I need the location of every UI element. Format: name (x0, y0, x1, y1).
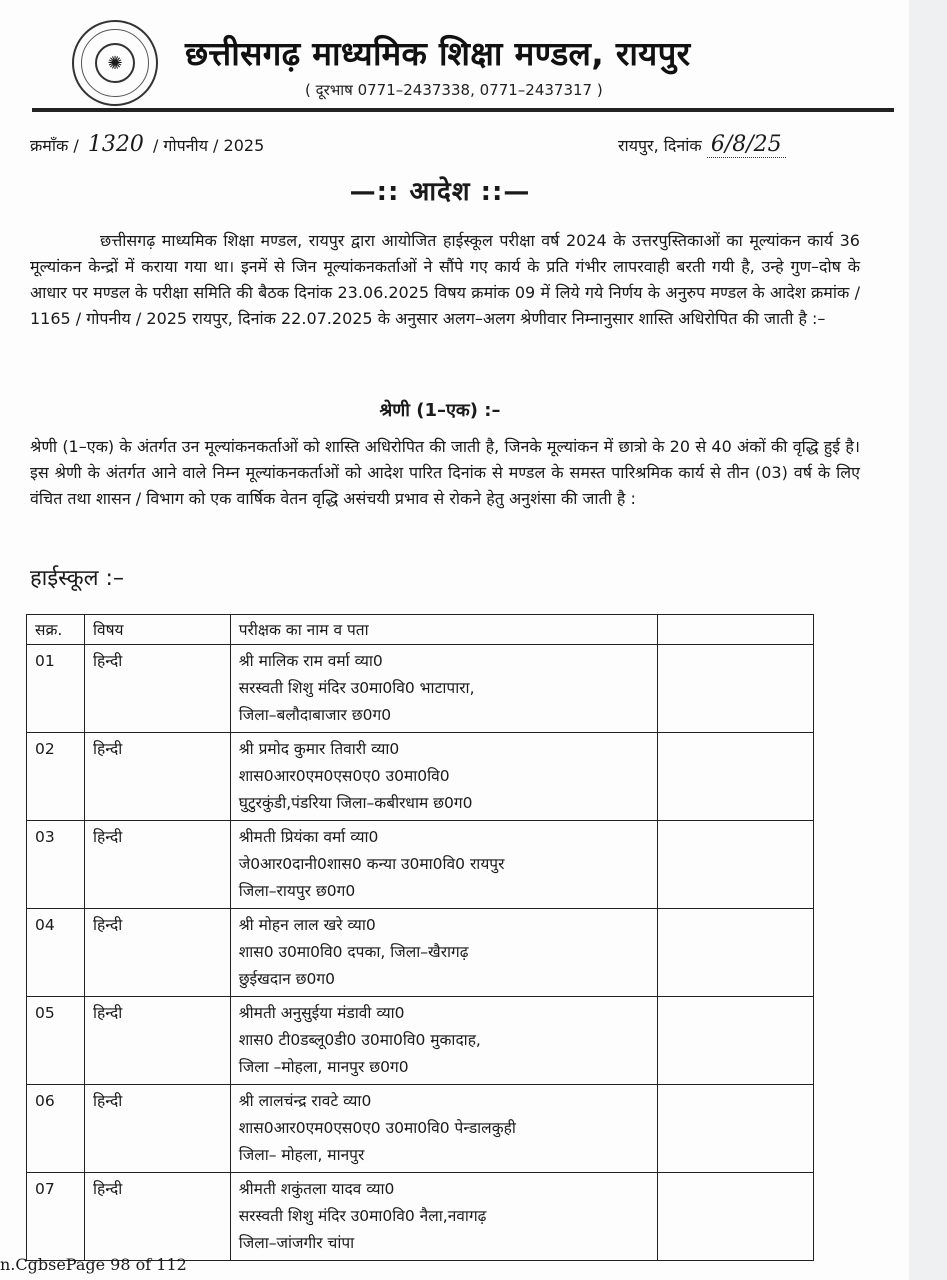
examiner-line: श्री प्रमोद कुमार तिवारी व्या0 (238, 740, 400, 758)
cell-examiner (230, 733, 658, 821)
examiner-table (26, 614, 814, 1261)
examiner-line: श्रीमती प्रियंका वर्मा व्या0 (238, 828, 379, 846)
cell-serial: 06 (27, 1085, 85, 1173)
examiner-line: सरस्वती शिशु मंदिर उ0मा0वि0 नैला,नवागढ़ (238, 1207, 487, 1225)
examiner-line: शास0 टी0डब्लू0डी0 उ0मा0वि0 मुकादाह, (238, 1031, 481, 1049)
date-value: 6/8/25 (707, 132, 786, 158)
cell-subject: हिन्दी (84, 821, 230, 909)
examiner-line: जिला–रायपुर छ0ग0 (238, 882, 356, 900)
cell-serial: 04 (27, 909, 85, 997)
board-phone: ( दूरभाष 0771–2437338, 0771–2437317 ) (305, 81, 603, 99)
cell-blank (658, 1173, 814, 1261)
table-header-row (27, 615, 814, 645)
header-divider (32, 108, 894, 112)
cell-examiner (230, 821, 658, 909)
board-seal-icon (72, 20, 158, 106)
header-subject: विषय (84, 615, 230, 645)
examiner-line: जिला –मोहला, मानपुर छ0ग0 (238, 1058, 409, 1076)
cell-subject: हिन्दी (84, 909, 230, 997)
order-heading: —:: आदेश ::— (349, 177, 531, 207)
date-label: रायपुर, दिनांक (618, 136, 702, 155)
page-footer: n.CgbsePage 98 of 112 (0, 1255, 187, 1274)
table-row (27, 821, 814, 909)
examiner-line: श्री लालचंन्द्र रावटे व्या0 (238, 1092, 372, 1110)
cell-examiner (230, 909, 658, 997)
cell-examiner (230, 1085, 658, 1173)
cell-subject: हिन्दी (84, 1173, 230, 1261)
section-title-highschool: हाईस्कूल :– (30, 566, 124, 591)
date-line (618, 132, 786, 157)
order-paragraph-category: श्रेणी (1–एक) के अंतर्गत उन मूल्यांकनकर्ताओं को शास्ति अधिरोपित की जाती है, जिनके मूल्यांकन में छात्रो के 20 से 40 अंकों की वृद्धि हुई है। इस श्रेणी के अंतर्गत आने वाले निम्न मूल्यांकनकर्ताओं को आदेश पारित दिनांक से मण्डल के समस्त पारिश्रमिक कार्य से तीन (03) वर्ष के लिए वंचित तथा शासन / विभाग को एक वार्षिक वेतन वृद्धि असंचयी प्रभाव से रोकने हेतु अनुशंसा की जाती है : (30, 437, 860, 508)
page-edge (909, 0, 947, 1280)
seal-emblem-icon: ✺ (95, 43, 135, 83)
examiner-line: जिला–जांजगीर चांपा (238, 1234, 355, 1252)
cell-examiner (230, 997, 658, 1085)
reference-line (30, 132, 264, 157)
table-row (27, 733, 814, 821)
cell-serial: 02 (27, 733, 85, 821)
cell-blank (658, 733, 814, 821)
examiner-line: श्री मालिक राम वर्मा व्या0 (238, 652, 383, 670)
examiner-line: श्रीमती अनुसुईया मंडावी व्या0 (238, 1004, 405, 1022)
board-title: छत्तीसगढ़ माध्यमिक शिक्षा मण्डल, रायपुर (185, 34, 691, 73)
cell-examiner (230, 645, 658, 733)
examiner-line: शास0आर0एम0एस0ए0 उ0मा0वि0 पेन्डालकुही (238, 1119, 516, 1137)
examiner-line: जिला– मोहला, मानपुर (238, 1146, 365, 1164)
cell-subject: हिन्दी (84, 997, 230, 1085)
header-serial: सक्र. (27, 615, 85, 645)
cell-blank (658, 821, 814, 909)
examiner-line: जे0आर0दानी0शास0 कन्या उ0मा0वि0 रायपुर (238, 855, 505, 873)
table-row (27, 1173, 814, 1261)
cell-blank (658, 645, 814, 733)
cell-subject: हिन्दी (84, 733, 230, 821)
examiner-line: घुटुरकुंडी,पंडरिया जिला–कबीरधाम छ0ग0 (238, 794, 473, 812)
cell-serial: 03 (27, 821, 85, 909)
cell-subject: हिन्दी (84, 1085, 230, 1173)
table-row (27, 909, 814, 997)
category-heading: श्रेणी (1–एक) :– (379, 400, 501, 421)
table-row (27, 645, 814, 733)
examiner-line: छुईखदान छ0ग0 (238, 970, 335, 988)
cell-blank (658, 909, 814, 997)
reference-number: 1320 (87, 132, 144, 157)
examiner-line: शास0 उ0मा0वि0 दपका, जिला–खैरागढ़ (238, 943, 469, 961)
examiner-line: सरस्वती शिशु मंदिर उ0मा0वि0 भाटापारा, (238, 679, 475, 697)
examiner-line: श्री मोहन लाल खरे व्या0 (238, 916, 376, 934)
examiner-line: श्रीमती शकुंतला यादव व्या0 (238, 1180, 395, 1198)
cell-serial: 07 (27, 1173, 85, 1261)
cell-blank (658, 1085, 814, 1173)
header-blank (658, 615, 814, 645)
table-body (27, 645, 814, 1261)
header-examiner: परीक्षक का नाम व पता (230, 615, 658, 645)
cell-serial: 05 (27, 997, 85, 1085)
table-row (27, 997, 814, 1085)
reference-suffix: / गोपनीय / 2025 (152, 136, 265, 155)
cell-examiner (230, 1173, 658, 1261)
table-row (27, 1085, 814, 1173)
reference-prefix: क्रमाँक / (30, 136, 79, 155)
examiner-line: जिला–बलौदाबाजार छ0ग0 (238, 706, 392, 724)
examiner-line: शास0आर0एम0एस0ए0 उ0मा0वि0 (238, 767, 450, 785)
order-paragraph-intro: छत्तीसगढ़ माध्यमिक शिक्षा मण्डल, रायपुर द्वारा आयोजित हाईस्कूल परीक्षा वर्ष 2024 के उत्तरपुस्तिकाओं का मूल्यांकन कार्य 36 मूल्यांकन केन्द्रों में कराया गया था। इनमें से जिन मूल्यांकनकर्ताओं ने सौंपे गए कार्य के प्रति गंभीर लापरवाही बरती गयी है, उन्हे गुण–दोष के आधार पर मण्डल के परीक्षा समिति की बैठक दिनांक 23.06.2025 विषय क्रमांक 09 में लिये गये निर्णय के अनुरुप मण्डल के आदेश क्रमांक / 1165 / गोपनीय / 2025 रायपुर, दिनांक 22.07.2025 के अनुसार अलग–अलग श्रेणीवार निम्नानुसार शास्ति अधिरोपित की जाती है :– (30, 231, 860, 328)
cell-blank (658, 997, 814, 1085)
cell-subject: हिन्दी (84, 645, 230, 733)
cell-serial: 01 (27, 645, 85, 733)
